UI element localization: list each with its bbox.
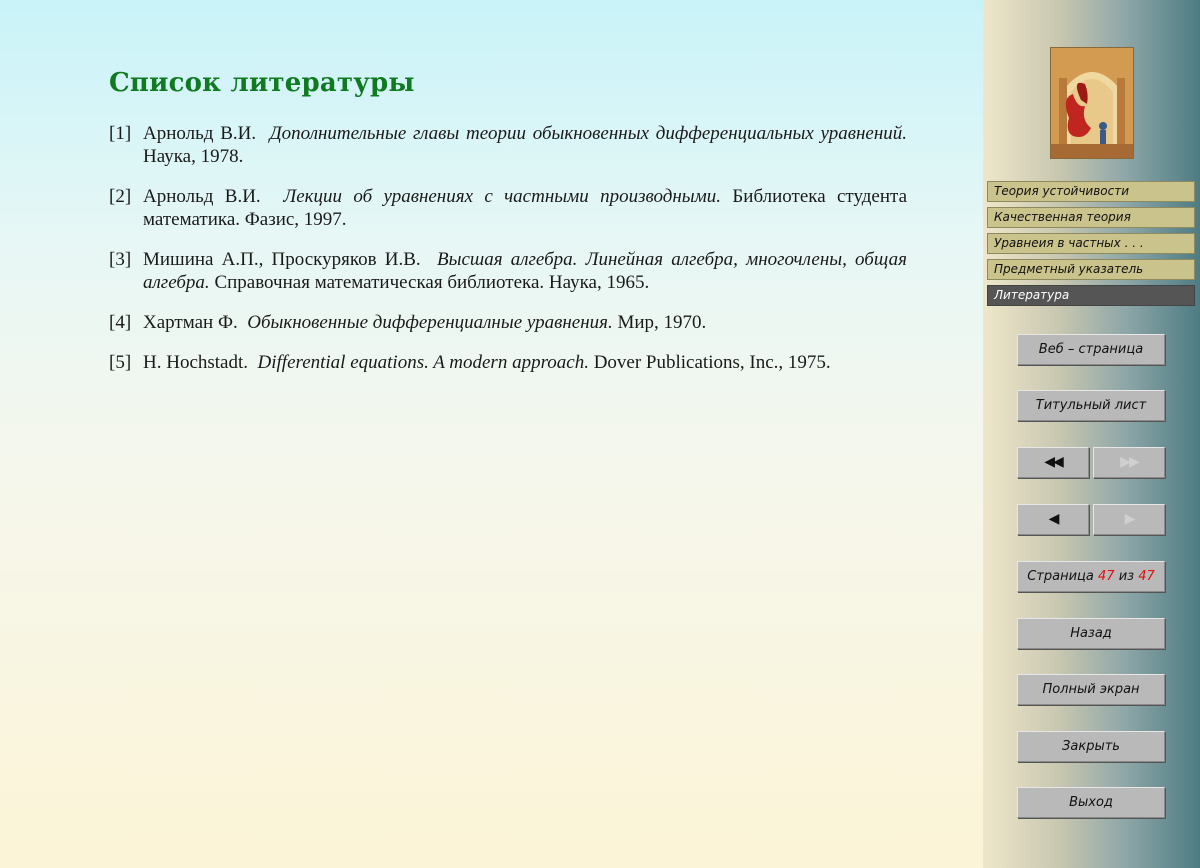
reference-list bbox=[109, 122, 907, 391]
back-button[interactable]: Назад bbox=[1017, 618, 1165, 649]
double-left-arrow-icon: ◀◀ bbox=[1044, 454, 1062, 470]
double-right-arrow-icon: ▶▶ bbox=[1120, 454, 1138, 470]
reference-number: [3] bbox=[109, 249, 132, 270]
reference-number: [1] bbox=[109, 123, 132, 144]
reference-author: Хартман Ф. bbox=[143, 312, 238, 333]
reference-publisher: Справочная математическая библиотека. Наука, 1965. bbox=[214, 272, 650, 293]
first-page-button[interactable] bbox=[1017, 447, 1089, 478]
last-page-button[interactable] bbox=[1093, 447, 1165, 478]
right-arrow-icon: ▶ bbox=[1124, 511, 1134, 527]
reference-author: Мишина А.П., Проскуряков И.В. bbox=[143, 249, 421, 270]
cover-thumbnail[interactable] bbox=[1050, 47, 1134, 159]
reference-publisher: Библиотека студента математика. Фазис, 1997. bbox=[143, 186, 908, 230]
reference-title: Differential equations. A modern approach. bbox=[257, 352, 589, 373]
reference-item bbox=[109, 351, 907, 374]
navigation-sidebar bbox=[983, 0, 1200, 868]
reference-publisher: Наука, 1978. bbox=[143, 146, 244, 167]
reference-title: Высшая алгебра. Линейная алгебра, многочлены, общая алгебра. bbox=[143, 249, 907, 293]
web-page-button[interactable]: Веб – страница bbox=[1017, 334, 1165, 365]
nav-item-pde[interactable]: Уравнеия в частных . . . bbox=[987, 233, 1195, 254]
page-indicator bbox=[1017, 561, 1165, 592]
reference-author: Арнольд В.И. bbox=[143, 186, 261, 207]
reference-publisher: Dover Publications, Inc., 1975. bbox=[593, 352, 831, 373]
reference-number: [4] bbox=[109, 312, 132, 333]
title-page-button[interactable]: Титульный лист bbox=[1017, 390, 1165, 421]
nav-item-stability-theory[interactable]: Теория устойчивости bbox=[987, 181, 1195, 202]
nav-item-qualitative-theory[interactable]: Качественная теория bbox=[987, 207, 1195, 228]
page-title: Список литературы bbox=[109, 68, 415, 98]
reference-title: Дополнительные главы теории обыкновенных дифференциальных уравнений. bbox=[269, 123, 908, 144]
fullscreen-button[interactable]: Полный экран bbox=[1017, 674, 1165, 705]
left-arrow-icon: ◀ bbox=[1048, 511, 1058, 527]
reference-title: Лекции об уравнениях с частными производными. bbox=[283, 186, 722, 207]
previous-page-button[interactable] bbox=[1017, 504, 1089, 535]
nav-item-bibliography[interactable]: Литература bbox=[987, 285, 1195, 306]
cover-illustration bbox=[1051, 48, 1133, 158]
reference-item bbox=[109, 311, 907, 334]
reference-item bbox=[109, 248, 907, 294]
page-separator: из bbox=[1118, 569, 1135, 584]
exit-button[interactable]: Выход bbox=[1017, 787, 1165, 818]
reference-item bbox=[109, 122, 907, 168]
reference-item bbox=[109, 185, 907, 231]
reference-author: Арнольд В.И. bbox=[143, 123, 257, 144]
current-page-number: 47 bbox=[1098, 569, 1115, 584]
next-page-button[interactable] bbox=[1093, 504, 1165, 535]
reference-publisher: Мир, 1970. bbox=[617, 312, 707, 333]
reference-author: H. Hochstadt. bbox=[143, 352, 249, 373]
total-page-number: 47 bbox=[1138, 569, 1155, 584]
reference-number: [5] bbox=[109, 352, 132, 373]
page-indicator-label: Страница bbox=[1027, 569, 1094, 584]
nav-item-subject-index[interactable]: Предметный указатель bbox=[987, 259, 1195, 280]
reference-number: [2] bbox=[109, 186, 132, 207]
close-button[interactable]: Закрыть bbox=[1017, 731, 1165, 762]
reference-title: Обыкновенные дифференциалные уравнения. bbox=[247, 312, 613, 333]
